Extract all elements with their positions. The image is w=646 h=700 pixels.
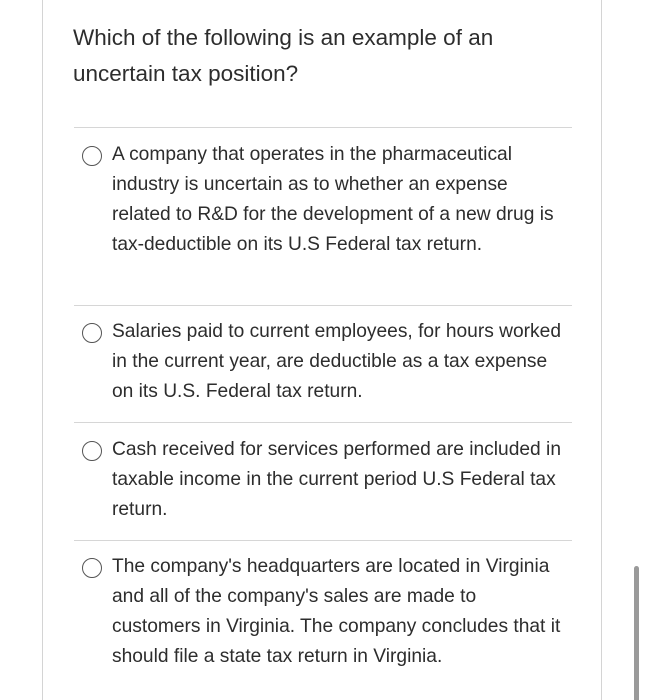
radio-unchecked-icon[interactable] xyxy=(82,441,102,461)
radio-unchecked-icon[interactable] xyxy=(82,558,102,578)
vertical-scrollbar[interactable] xyxy=(634,566,639,700)
divider xyxy=(74,540,572,541)
answer-option-label: Salaries paid to current employees, for hours worked in the current year, are deductible as a tax expense on its U.S. Federal tax return. xyxy=(112,321,561,402)
divider xyxy=(74,127,572,128)
divider xyxy=(74,422,572,423)
question-text: Which of the following is an example of an uncertain tax position? xyxy=(73,25,494,86)
radio-unchecked-icon[interactable] xyxy=(82,146,102,166)
answer-option-label: The company's headquarters are located in Virginia and all of the company's sales are made to customers in Virginia. The company concludes that it should file a state tax return in Virginia. xyxy=(112,556,561,667)
divider xyxy=(74,305,572,306)
answer-option-1[interactable] xyxy=(74,140,572,295)
answer-option-label: Cash received for services performed are included in taxable income in the current period U.S Federal tax return. xyxy=(112,439,561,520)
answer-option-label: A company that operates in the pharmaceutical industry is uncertain as to whether an expense related to R&D for the development of a new drug is tax-deductible on its U.S Federal tax return. xyxy=(112,144,554,255)
radio-unchecked-icon[interactable] xyxy=(82,323,102,343)
answer-option-3[interactable] xyxy=(74,435,572,530)
answer-option-2[interactable] xyxy=(74,317,572,412)
answer-option-4[interactable] xyxy=(74,552,572,677)
